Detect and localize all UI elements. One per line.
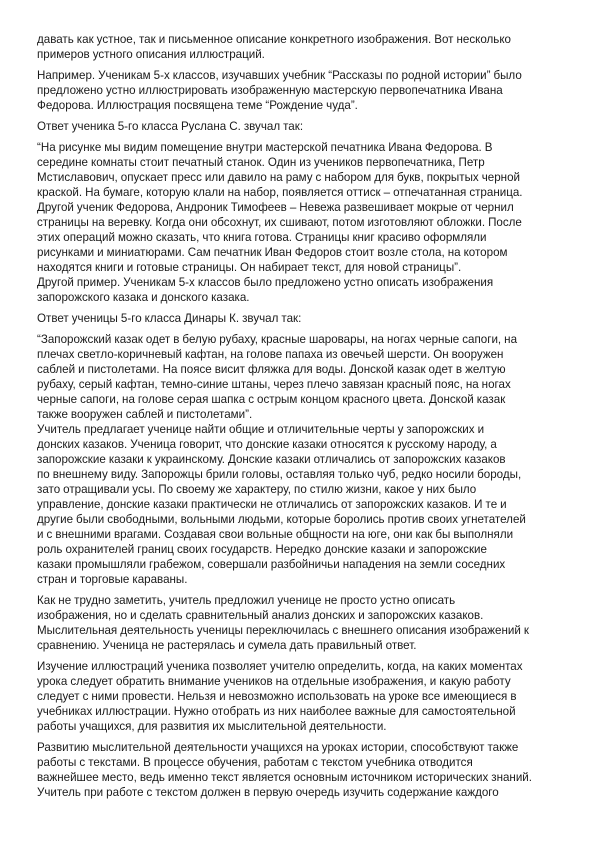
text-column: [37, 32, 561, 800]
paragraph-7: Как не трудно заметить, учитель предложил ученице не просто устно описать изображения, но и сделать сравнительный анализ донских и запорожских казаков. Мыслительная деятельность ученицы переключилась с внешнего описания изображений к сравнению. Ученица не растерялась и сумела дать правильный ответ.: [37, 594, 529, 652]
paragraph-1: давать как устное, так и письменное описание конкретного изображения. Вот несколько примеров устного описания иллюстраций.: [37, 33, 511, 61]
paragraph-9: Развитию мыслительной деятельности учащихся на уроках истории, способствуют также работы с текстами. В процессе обучения, работам с текстом учебника отводится важнейшее место, ведь именно текст является основным источником исторических знаний. Учитель при работе с текстом должен в первую очередь изучить содержание каждого: [37, 741, 532, 799]
paragraph-8: Изучение иллюстраций ученика позволяет учителю определить, когда, на каких моментах урока следует обратить внимание учеников на отдельные изображения, и какую работу следует с ними провести. Нельзя и невозможно использовать на уроке все имеющиеся в учебниках иллюстрации. Нужно отобрать из них наиболее важные для самостоятельной работы учащихся, для развития их мыслительной деятельности.: [37, 660, 523, 733]
paragraph-3: Ответ ученика 5-го класса Руслана С. звучал так:: [37, 120, 304, 133]
paragraph-5: Ответ ученицы 5-го класса Динары К. звучал так:: [37, 312, 302, 325]
paragraph-2: Например. Ученикам 5-х классов, изучавших учебник “Рассказы по родной истории” было предложено устно иллюстрировать изображенную мастерскую первопечатника Ивана Федорова. Иллюстрация посвящена теме “Рождение чуда”.: [37, 69, 522, 112]
paragraph-4: “На рисунке мы видим помещение внутри мастерской печатника Ивана Федорова. В середине комнаты стоит печатный станок. Один из учеников первопечатника, Петр Мстиславович, опускает пресс или давило на раму с набором для букв, покрытых черной краской. На бумаге, которую клали на набор, появляется оттиск – отпечатанная страница. Другой ученик Федорова, Андроник Тимофеев – Невежа развешивает мокрые от чернил страницы на веревку. Когда они обсохнут, их сшивают, потом изготовляют обложки. После этих операций можно сказать, что книга готова. Страницы книг красиво оформляли рисунками и миниатюрами. Сам печатник Иван Федоров стоит возле стола, на котором находятся книги и готовые страницы. Он набирает текст, для новой страницы”. Другой пример. Ученикам 5-х классов было предложено устно описать изображения запорожского казака и донского казака.: [37, 141, 523, 304]
paragraph-6: “Запорожский казак одет в белую рубаху, красные шаровары, на ногах черные сапоги, на плечах светло-коричневый кафтан, на голове папаха из овечьей шерсти. Он вооружен саблей и пистолетами. На поясе висит фляжка для воды. Донской казак одет в желтую рубаху, серый кафтан, темно-синие штаны, через плечо завязан красный пояс, на ногах черные сапоги, на голове серая шапка с острым концом красного цвета. Донской казак также вооружен саблей и пистолетами”. Учитель предлагает ученице найти общие и отличительные черты у запорожских и донских казаков. Ученица говорит, что донские казаки относятся к русскому народу, а запорожские казаки к украинскому. Донские казаки отличались от запорожских казаков по внешнему виду. Запорожцы брили головы, оставляя только чуб, редко носили бороды, зато отращивали усы. По своему же характеру, по стилю жизни, какое у них было управление, донские казаки практически не отличались от запорожских казаков. И те и другие были свободными, вольными людьми, которые боролись против своих угнетателей и с внешними врагами. Создавая свои вольные общности на юге, они как бы выполняли роль охранителей границ своих государств. Нередко донские казаки и запорожские казаки промышляли грабежом, совершали разбойничьи нападения на земли соседних стран и торговые караваны.: [37, 333, 526, 586]
